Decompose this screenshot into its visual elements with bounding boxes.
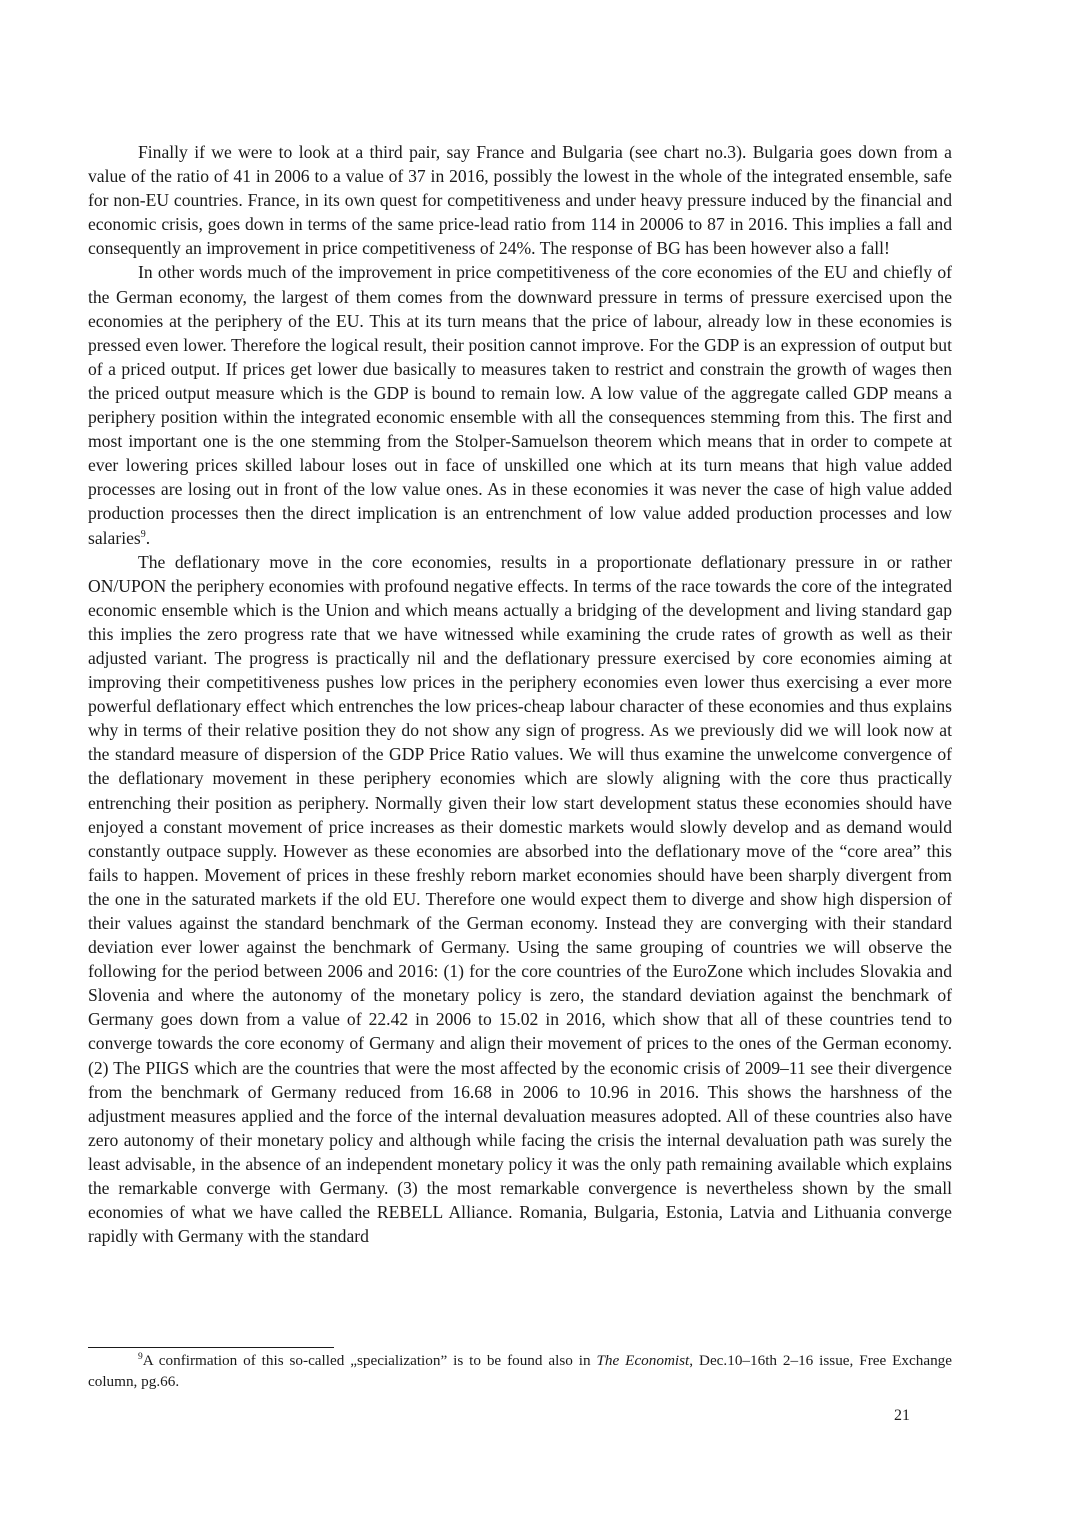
footnote-text-end: , Dec.10–16th 2–16 issue, Free Exchange column, pg.66. bbox=[88, 1352, 953, 1390]
paragraph-text: Finally if we were to look at a third pair, say France and Bulgaria (see chart no.3). Bulgaria goes down from a value of the ratio of 41 in 2006 to a value of 37 in 2016, possibly the lowest in the whole of the integrated ensemble, safe for non-EU countries. France, in its own quest for competitiveness and under heavy pressure induced by the financial and economic crisis, goes down in terms of the same price-lead ratio from 114 in 20006 to 87 in 2016. This implies a fall and consequently an improvement in price competitiveness of 24%. The response of BG has been however also a fall! bbox=[88, 142, 952, 259]
footnote bbox=[88, 1350, 952, 1392]
footnote-text: A confirmation of this so-called „specialization” is to be found also in bbox=[142, 1352, 597, 1369]
paragraph-text: In other words much of the improvement in price competitiveness of the core economies of the EU and chiefly of the German economy, the largest of them comes from the downward pressure in terms of pressure exercised upon the economies at the periphery of the EU. This at its turn means that the price of labour, already low in these economies is pressed even lower. Therefore the logical result, their position cannot improve. For the GDP is an expression of output but of a priced output. If prices get lower due basically to measures taken to restrict and constrain the growth of wages then the priced output measure which is the GDP is bound to remain low. A low value of the aggregate called GDP means a periphery position within the integrated economic ensemble with all the consequences stemming from this. The first and most important one is the one stemming from the Stolper-Samuelson theorem which means that in order to compete at ever lowering prices skilled labour loses out in face of unskilled one which at its turn means that high value added processes are losing out in front of the low value ones. As in these economies it was never the case of high value added production processes then the direct implication is an entrenchment of low value added production processes and low salaries bbox=[88, 262, 952, 548]
footnote-separator bbox=[88, 1347, 334, 1348]
footnote-reference: 9 bbox=[140, 528, 146, 540]
paragraph-text: The deflationary move in the core economies, results in a proportionate deflationary pressure in or rather ON/UPON the periphery economies with profound negative effects. In terms of the race towards the core of the integrated economic ensemble which is the Union and which means actually a bridging of the development and living standard gap this implies the zero progress rate that we have witnessed while examining the crude rates of growth as well as their adjusted variant. The progress is practically nil and the deflationary pressure exercised by core economies aiming at improving their competitiveness pushes low prices in the periphery economies even lower thus exercising a ever more powerful deflationary effect which entrenches the low prices-cheap labour character of these economies and thus explains why in terms of their relative position they do not show any sign of progress. As we previously did we will look now at the standard measure of dispersion of the GDP Price Ratio values. We will thus examine the unwelcome convergence of the deflationary movement in these periphery economies which are slowly aligning with the core thus practically entrenching their position as periphery. Normally given their low start development status these economies should have enjoyed a constant movement of price increases as their domestic markets would slowly develop and as demand would constantly outpace supply. However as these economies are absorbed into the deflationary move of the “core area” this fails to happen. Movement of prices in these freshly reborn market economies should have been sharply divergent from the one in the saturated markets if the old EU. Therefore one would expect them to diverge and show high dispersion of their values against the standard benchmark of the German economy. Instead they are converging with their standard deviation ever lower against the benchmark of Germany. Using the same grouping of countries we will observe the following for the period between 2006 and 2016: (1) for the core countries of the EuroZone which includes Slovakia and Slovenia and where the autonomy of the monetary policy is zero, the standard deviation against the benchmark of Germany goes down from a value of 22.42 in 2006 to 15.02 in 2016, which show that all of these countries tend to converge towards the core economy of Germany and align their movement of prices to the ones of the German economy. (2) The PIIGS which are the countries that were the most affected by the economic crisis of 2009–11 see their divergence from the benchmark of Germany reduced from 16.68 in 2006 to 10.96 in 2016. This shows the harshness of the adjustment measures applied and the force of the internal devaluation measures adopted. All of these countries also have zero autonomy of their monetary policy and although while facing the crisis the internal devaluation path was surely the least advisable, in the absence of an independent monetary policy it was the only path remaining available which explains the remarkable converge with Germany. (3) the most remarkable convergence is nevertheless shown by the small economies of what we have called the REBELL Alliance. Romania, Bulgaria, Estonia, Latvia and Lithuania converge rapidly with Germany with the standard bbox=[88, 551, 952, 1247]
footnote-marker: 9 bbox=[138, 1351, 143, 1362]
paragraph-france-bulgaria bbox=[88, 140, 952, 260]
paragraph-price-competitiveness bbox=[88, 260, 952, 549]
page-number: 21 bbox=[894, 1407, 910, 1424]
paragraph-deflationary-move bbox=[88, 550, 952, 1249]
footnote-source-title: The Economist bbox=[596, 1352, 690, 1369]
body-text bbox=[88, 140, 952, 1248]
paragraph-text-end: . bbox=[145, 527, 151, 548]
